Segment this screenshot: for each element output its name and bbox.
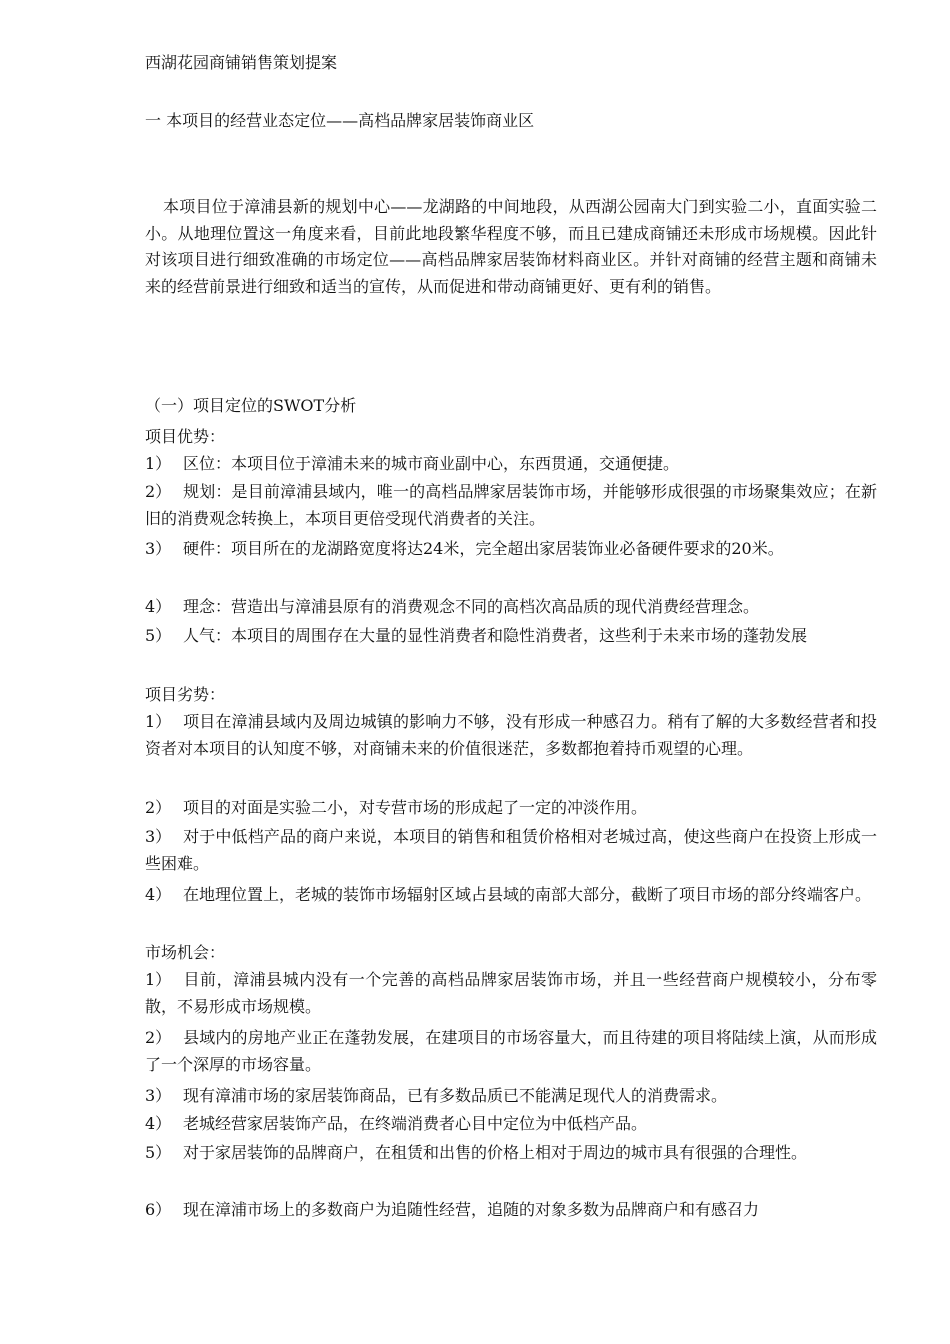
item-text: 人气：本项目的周围存在大量的显性消费者和隐性消费者，这些利于未来市场的蓬勃发展 xyxy=(183,626,808,645)
item-text: 项目的对面是实验二小，对专营市场的形成起了一定的冲淡作用。 xyxy=(183,798,648,817)
item-number: 3） xyxy=(145,1086,172,1105)
list-item xyxy=(145,882,877,909)
list-item xyxy=(145,1140,877,1167)
list-item xyxy=(145,1083,877,1110)
item-number: 2） xyxy=(145,482,172,501)
item-text: 目前，漳浦县城内没有一个完善的高档品牌家居装饰市场，并且一些经营商户规模较小，分布零散，不易形成市场规模。 xyxy=(145,970,877,1016)
document-title: 西湖花园商铺销售策划提案 xyxy=(145,53,338,72)
item-number: 4） xyxy=(145,1114,172,1133)
list-item xyxy=(145,1025,877,1078)
list-item xyxy=(145,536,877,563)
list-item xyxy=(145,623,877,650)
list-item xyxy=(145,824,877,877)
item-number: 4） xyxy=(145,885,172,904)
swot-heading: （一）项目定位的SWOT分析 xyxy=(145,396,357,415)
item-number: 1） xyxy=(145,970,172,989)
opportunities-label: 市场机会： xyxy=(145,943,226,962)
item-number: 6） xyxy=(145,1200,172,1219)
item-text: 县域内的房地产业正在蓬勃发展，在建项目的市场容量大，而且待建的项目将陆续上演，从而形成了一个深厚的市场容量。 xyxy=(145,1028,877,1074)
list-item xyxy=(145,795,877,822)
item-text: 现在漳浦市场上的多数商户为追随性经营，追随的对象多数为品牌商户和有感召力 xyxy=(183,1200,760,1219)
item-number: 5） xyxy=(145,626,172,645)
item-number: 3） xyxy=(145,539,172,558)
list-item xyxy=(145,594,877,621)
section-heading: 一 本项目的经营业态定位——高档品牌家居装饰商业区 xyxy=(145,111,535,130)
item-text: 老城经营家居装饰产品，在终端消费者心目中定位为中低档产品。 xyxy=(183,1114,648,1133)
strengths-label: 项目优势： xyxy=(145,427,226,446)
list-item xyxy=(145,451,877,478)
item-text: 区位：本项目位于漳浦未来的城市商业副中心，东西贯通，交通便捷。 xyxy=(183,454,680,473)
item-text: 现有漳浦市场的家居装饰商品，已有多数品质已不能满足现代人的消费需求。 xyxy=(183,1086,728,1105)
item-number: 1） xyxy=(145,712,172,731)
item-text: 项目在漳浦县域内及周边城镇的影响力不够，没有形成一种感召力。稍有了解的大多数经营者和投资者对本项目的认知度不够，对商铺未来的价值很迷茫，多数都抱着持币观望的心理。 xyxy=(145,712,877,758)
item-text: 理念：营造出与漳浦县原有的消费观念不同的高档次高品质的现代消费经营理念。 xyxy=(183,597,760,616)
weaknesses-label: 项目劣势： xyxy=(145,685,226,704)
intro-paragraph: 本项目位于漳浦县新的规划中心——龙湖路的中间地段，从西湖公园南大门到实验二小，直面实验二小。从地理位置这一角度来看，目前此地段繁华程度不够，而且已建成商铺还未形成市场规模。因此针对该项目进行细致准确的市场定位——高档品牌家居装饰材料商业区。并针对商铺的经营主题和商铺未来的经营前景进行细致和适当的宣传，从而促进和带动商铺更好、更有利的销售。 xyxy=(145,197,877,296)
item-number: 3） xyxy=(145,827,172,846)
list-item xyxy=(145,479,877,532)
item-number: 2） xyxy=(145,798,172,817)
list-item xyxy=(145,967,877,1020)
list-item xyxy=(145,1111,877,1138)
list-item xyxy=(145,709,877,762)
item-text: 规划：是目前漳浦县域内，唯一的高档品牌家居装饰市场，并能够形成很强的市场聚集效应；在新旧的消费观念转换上，本项目更倍受现代消费者的关注。 xyxy=(145,482,877,528)
item-text: 对于家居装饰的品牌商户，在租赁和出售的价格上相对于周边的城市具有很强的合理性。 xyxy=(183,1143,808,1162)
list-item xyxy=(145,1197,877,1224)
item-text: 对于中低档产品的商户来说，本项目的销售和租赁价格相对老城过高，使这些商户在投资上形成一些困难。 xyxy=(145,827,877,873)
item-number: 1） xyxy=(145,454,172,473)
item-text: 硬件：项目所在的龙湖路宽度将达24米，完全超出家居装饰业必备硬件要求的20米。 xyxy=(183,539,784,558)
item-text: 在地理位置上，老城的装饰市场辐射区域占县域的南部大部分，截断了项目市场的部分终端客户。 xyxy=(183,885,872,904)
item-number: 2） xyxy=(145,1028,172,1047)
item-number: 4） xyxy=(145,597,172,616)
item-number: 5） xyxy=(145,1143,172,1162)
